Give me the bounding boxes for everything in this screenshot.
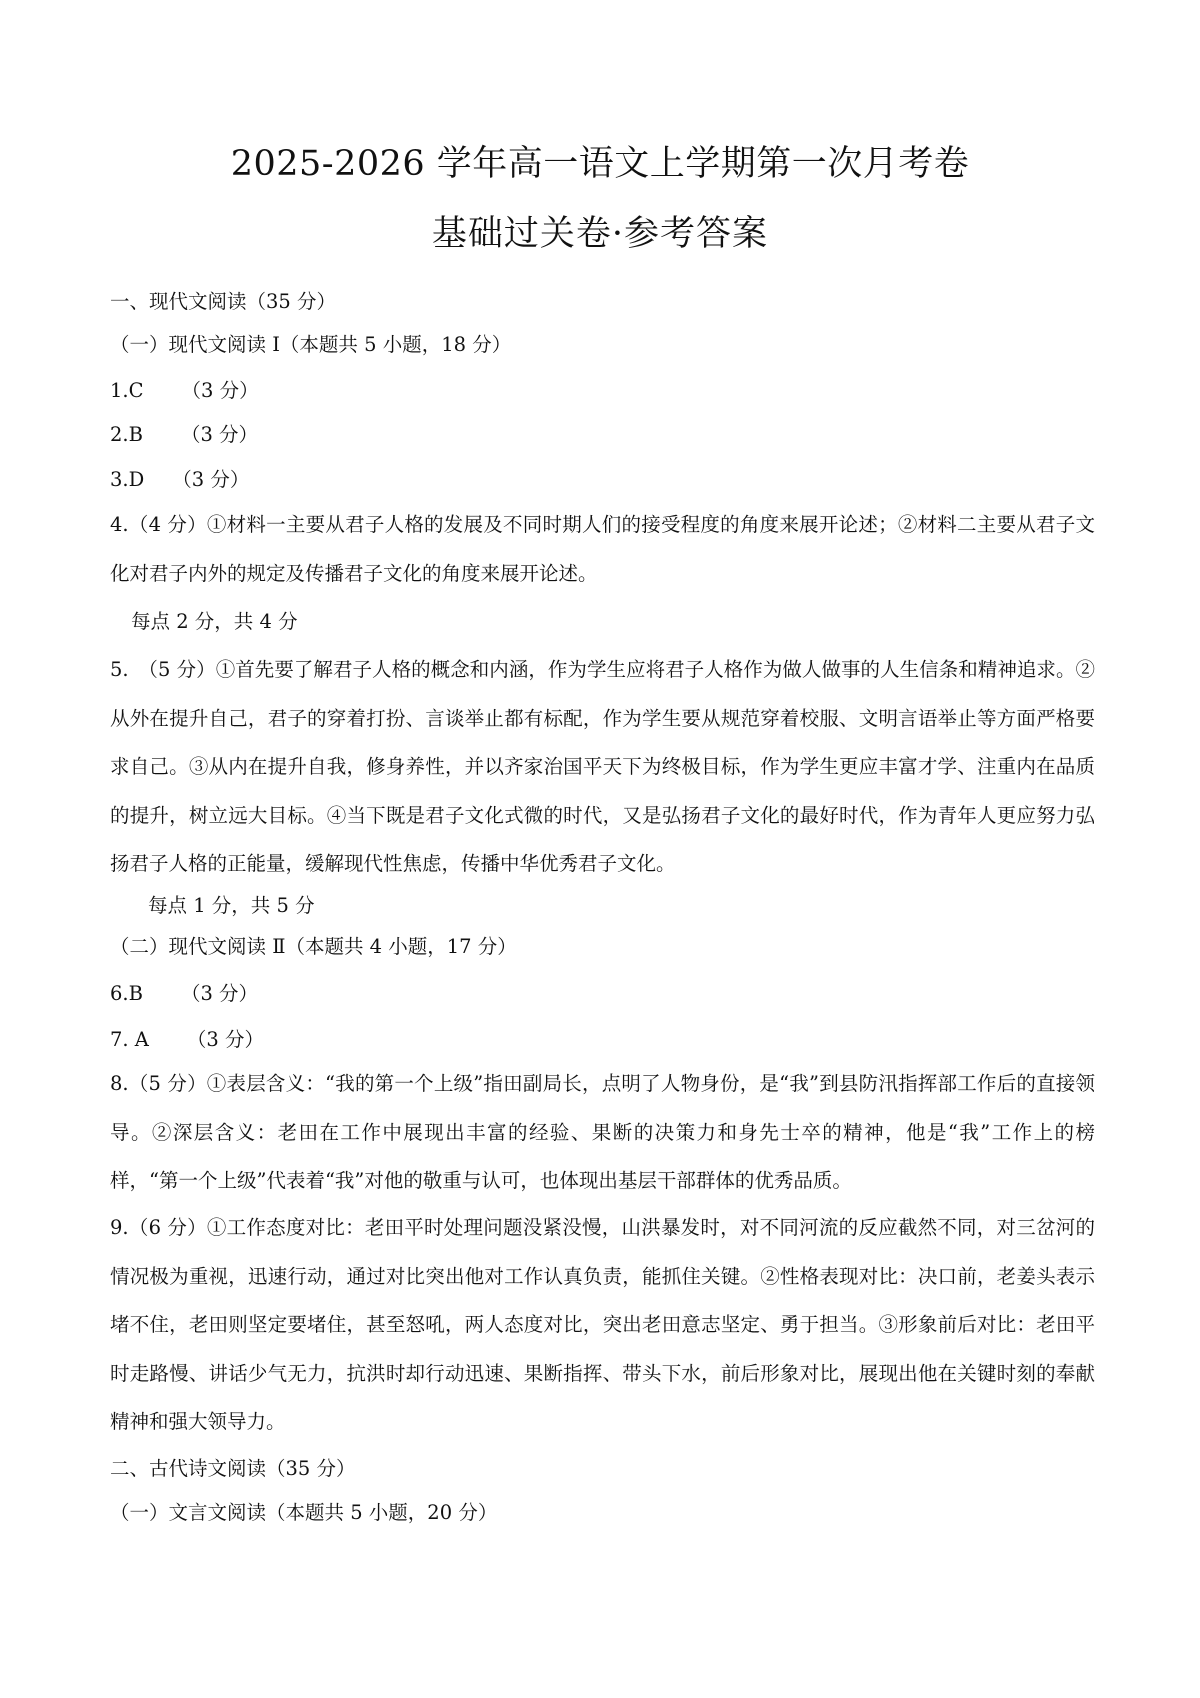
answer-q5: 5. （5 分）①首先要了解君子人格的概念和内涵，作为学生应将君子人格作为做人做事的人生信条和精神追求。②从外在提升自己，君子的穿着打扮、言谈举止都有标配，作为学生要从规范穿着校服、文明言语举止等方面严格要求自己。③从内在提升自我，修身养性，并以齐家治国平天下为终极目标，作为学生更应丰富才学、注重内在品质的提升，树立远大目标。④当下既是君子文化式微的时代，又是弘扬君子文化的最好时代，作为青年人更应努力弘扬君子人格的正能量，缓解现代性焦虑，传播中华优秀君子文化。 (110, 658, 1095, 875)
answer-q4: 4.（4 分）①材料一主要从君子人格的发展及不同时期人们的接受程度的角度来展开论述；②材料二主要从君子文化对君子内外的规定及传播君子文化的角度来展开论述。 (110, 513, 1095, 585)
answer-q2-label: 2.B (110, 423, 143, 446)
answer-q3-points: （3 分） (172, 468, 250, 491)
answer-q7-label: 7. A (110, 1028, 149, 1051)
section-heading-modern-reading: 一、现代文阅读（35 分） (110, 290, 337, 313)
answer-q7 (110, 1026, 264, 1054)
answer-q1-label: 1.C (110, 379, 144, 402)
answer-q1-points: （3 分） (181, 379, 259, 402)
subsection-heading-classical-prose: （一）文言文阅读（本题共 5 小题，20 分） (110, 1501, 498, 1524)
section-heading-classical-reading: 二、古代诗文阅读（35 分） (110, 1457, 356, 1480)
document-subtitle: 基础过关卷·参考答案 (431, 214, 769, 254)
answer-q3-label: 3.D (110, 468, 145, 491)
answer-q6 (110, 980, 258, 1008)
subsection-heading-reading-1: （一）现代文阅读 Ⅰ（本题共 5 小题，18 分） (110, 333, 512, 356)
answer-q5-scoring: 每点 1 分，共 5 分 (148, 894, 315, 917)
answer-q6-label: 6.B (110, 982, 143, 1005)
answer-q2-points: （3 分） (180, 423, 259, 446)
answer-q6-points: （3 分） (180, 982, 259, 1005)
document-title: 2025-2026 学年高一语文上学期第一次月考卷 (230, 144, 970, 184)
answer-q3 (110, 466, 249, 494)
answer-q4-scoring: 每点 2 分，共 4 分 (131, 610, 298, 633)
answer-q2 (110, 421, 258, 449)
answer-q7-points: （3 分） (186, 1028, 264, 1051)
answer-q9: 9.（6 分）①工作态度对比：老田平时处理问题没紧没慢，山洪暴发时，对不同河流的反应截然不同，对三岔河的情况极为重视，迅速行动，通过对比突出他对工作认真负责，能抓住关键。②性格表现对比：决口前，老姜头表示堵不住，老田则坚定要堵住，甚至怒吼，两人态度对比，突出老田意志坚定、勇于担当。③形象前后对比：老田平时走路慢、讲话少气无力，抗洪时却行动迅速、果断指挥、带头下水，前后形象对比，展现出他在关键时刻的奉献精神和强大领导力。 (110, 1216, 1095, 1433)
answer-q8: 8.（5 分）①表层含义：“我的第一个上级”指田副局长，点明了人物身份，是“我”到县防汛指挥部工作后的直接领导。②深层含义：老田在工作中展现出丰富的经验、果断的决策力和身先士卒的精神，他是“我”工作上的榜样，“第一个上级”代表着“我”对他的敬重与认可，也体现出基层干部群体的优秀品质。 (110, 1072, 1095, 1192)
subsection-heading-reading-2: （二）现代文阅读 Ⅱ（本题共 4 小题，17 分） (110, 935, 517, 958)
answer-q1 (110, 377, 259, 405)
